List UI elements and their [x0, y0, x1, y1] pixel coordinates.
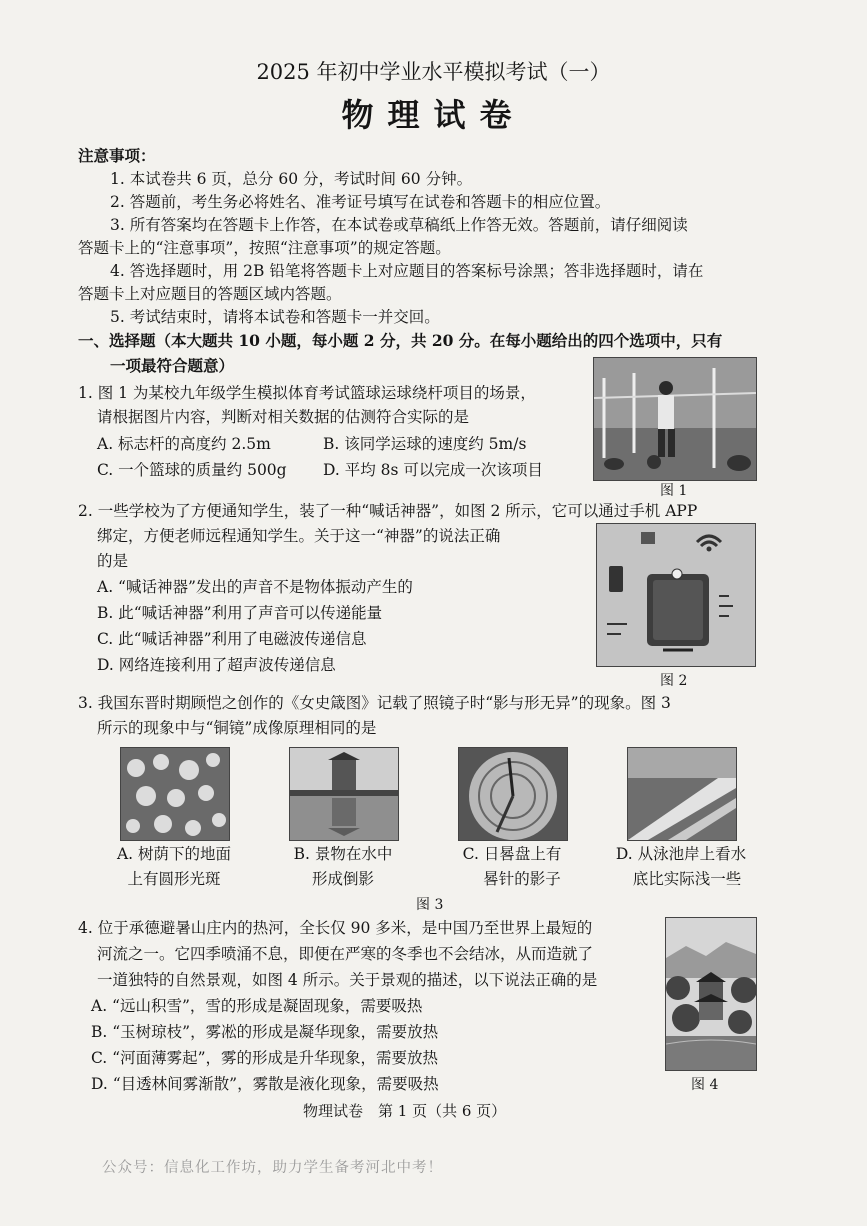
question-stem: 3. 我国东晋时期顾恺之创作的《女史箴图》记载了照镜子时“影与形无异”的现象。图 3 — [78, 694, 671, 712]
notice-item: 2. 答题前，考生务必将姓名、准考证号填写在试卷和答题卡的相应位置。 — [110, 193, 611, 211]
q3-option-d-line1: D. 从泳池岸上看水 — [615, 845, 747, 863]
q3-option-d-line2: 底比实际浅一些 — [632, 870, 742, 888]
figure-2-caption: 图 2 — [660, 673, 688, 689]
exam-subject-title: 物理试卷 — [341, 96, 526, 134]
notice-heading: 注意事项： — [78, 146, 156, 165]
question-stem: 请根据图片内容，判断对相关数据的估测符合实际的是 — [97, 408, 470, 426]
option-d: D. 平均 8s 可以完成一次该项目 — [323, 461, 543, 479]
question-stem: 4. 位于承德避暑山庄内的热河，全长仅 90 多米，是中国乃至世界上最短的 — [78, 919, 593, 937]
option-b: B. 此“喊话神器”利用了声音可以传递能量 — [97, 604, 383, 622]
figure-1-caption: 图 1 — [660, 483, 688, 499]
notice-item: 1. 本试卷共 6 页，总分 60 分，考试时间 60 分钟。 — [110, 170, 473, 188]
watermark-text: 公众号：信息化工作坊，助力学生备考河北中考！ — [102, 1160, 443, 1176]
figure-3b-image — [289, 747, 399, 841]
option-c: C. 此“喊话神器”利用了电磁波传递信息 — [97, 630, 367, 648]
question-stem: 的是 — [97, 552, 129, 570]
q3-option-c-line1: C. 日晷盘上有 — [462, 845, 562, 863]
option-a: A. “远山积雪”，雪的形成是凝固现象，需要吸热 — [91, 997, 423, 1015]
figure-3c-image — [458, 747, 568, 841]
option-a: A. 标志杆的高度约 2.5m — [97, 435, 271, 453]
option-d: D. “目透林间雾渐散”，雾散是液化现象，需要吸热 — [91, 1075, 439, 1093]
q3-option-a-line1: A. 树荫下的地面 — [116, 845, 232, 863]
question-stem: 所示的现象中与“铜镜”成像原理相同的是 — [97, 719, 377, 737]
notice-item: 4. 答选择题时，用 2B 铅笔将答题卡上对应题目的答案标号涂黑；答非选择题时，请在 — [110, 262, 704, 280]
notice-item: 答题卡上的“注意事项”，按照“注意事项”的规定答题。 — [78, 239, 451, 257]
q3-option-b-line1: B. 景物在水中 — [293, 845, 393, 863]
question-stem: 1. 图 1 为某校九年级学生模拟体育考试篮球运球绕杆项目的场景， — [78, 384, 536, 402]
q3-option-b-line2: 形成倒影 — [311, 870, 374, 888]
option-b: B. “玉树琼枝”，雾凇的形成是凝华现象，需要放热 — [91, 1023, 439, 1041]
option-c: C. “河面薄雾起”，雾的形成是升华现象，需要放热 — [91, 1049, 439, 1067]
q3-option-a-line2: 上有圆形光斑 — [127, 870, 221, 888]
figure-3-caption: 图 3 — [416, 897, 444, 913]
question-stem: 2. 一些学校为了方便通知学生，装了一种“喊话神器”，如图 2 所示，它可以通过手机 APP — [78, 502, 698, 520]
option-b: B. 该同学运球的速度约 5m/s — [323, 435, 527, 453]
figure-3d-image — [627, 747, 737, 841]
notice-item: 5. 考试结束时，请将本试卷和答题卡一并交回。 — [110, 308, 440, 326]
page-footer: 物理试卷 第 1 页（共 6 页） — [303, 1102, 507, 1120]
section-heading: 一、选择题（本大题共 10 小题，每小题 2 分，共 20 分。在每小题给出的四个选项中，只有 — [78, 331, 723, 350]
option-c: C. 一个篮球的质量约 500g — [97, 461, 287, 479]
question-stem: 绑定，方便老师远程通知学生。关于这一“神器”的说法正确 — [97, 527, 501, 545]
option-d: D. 网络连接利用了超声波传递信息 — [97, 656, 336, 674]
q3-option-c-line2: 晷针的影子 — [483, 870, 561, 888]
question-stem: 河流之一。它四季喷涌不息，即便在严寒的冬季也不会结冰，从而造就了 — [97, 945, 594, 963]
question-stem: 一道独特的自然景观，如图 4 所示。关于景观的描述，以下说法正确的是 — [97, 971, 598, 989]
section-heading-cont: 一项最符合题意） — [110, 356, 235, 375]
option-a: A. “喊话神器”发出的声音不是物体振动产生的 — [97, 578, 413, 596]
exam-title: 2025 年初中学业水平模拟考试（一） — [256, 60, 611, 84]
figure-1-image — [593, 357, 757, 481]
figure-2-image — [596, 523, 756, 667]
notice-item: 3. 所有答案均在答题卡上作答，在本试卷或草稿纸上作答无效。答题前，请仔细阅读 — [110, 216, 688, 234]
figure-3a-image — [120, 747, 230, 841]
figure-4-caption: 图 4 — [691, 1077, 719, 1093]
figure-4-image — [665, 917, 757, 1071]
notice-item: 答题卡上对应题目的答题区域内答题。 — [78, 285, 342, 303]
